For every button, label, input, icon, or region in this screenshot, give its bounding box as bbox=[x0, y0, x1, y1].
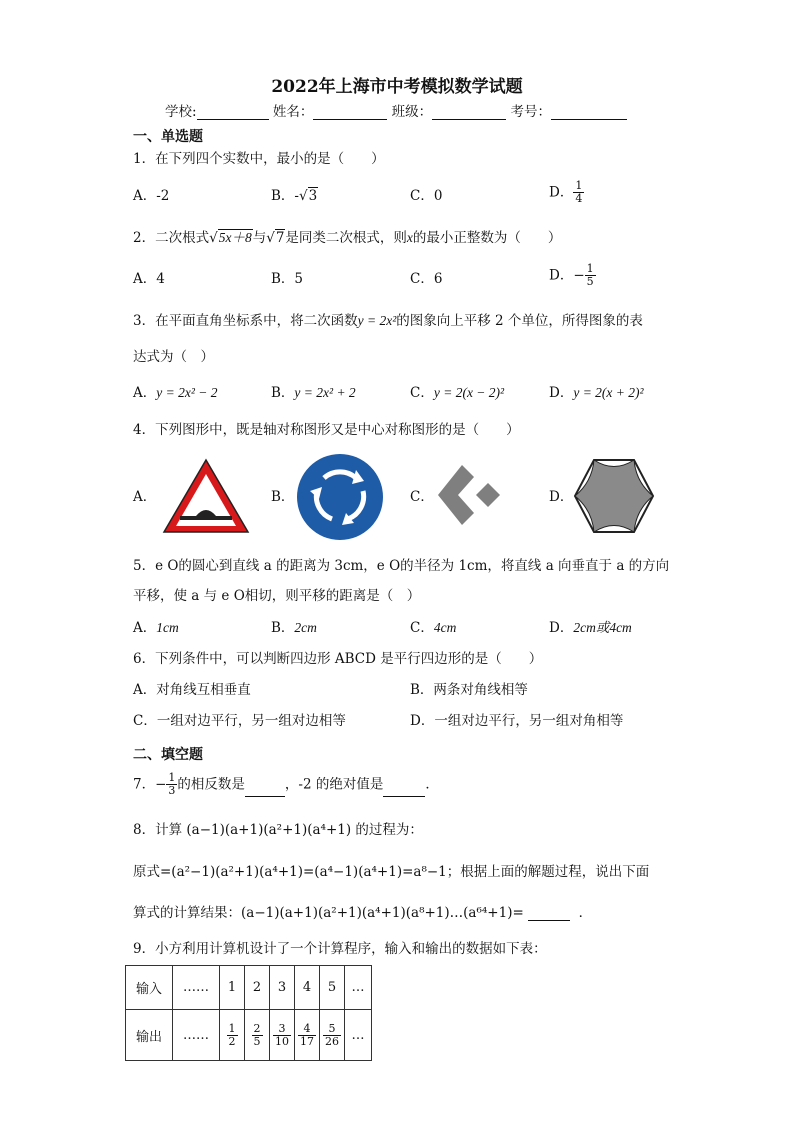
speed-bump-sign-figure bbox=[160, 456, 252, 536]
table-cell: …… bbox=[173, 966, 220, 1010]
section-heading: 一、单选题 bbox=[133, 129, 203, 145]
option-a-label: A． bbox=[133, 489, 157, 505]
question-stem: 1．在下列四个实数中，最小的是（ ） bbox=[133, 151, 385, 167]
answer-blank[interactable] bbox=[528, 907, 570, 921]
table-cell: … bbox=[345, 966, 372, 1010]
option-c: C．y = 2(x − 2)² bbox=[410, 385, 505, 401]
option-a: A．对角线互相垂直 bbox=[133, 682, 251, 698]
option-d: D． $\frac{1}{4}$ bbox=[549, 179, 583, 205]
option-b-label: B． bbox=[271, 489, 295, 505]
table-cell: $\frac{4}{17}$ bbox=[295, 1010, 320, 1061]
question-stem-cont: 达式为（ ） bbox=[133, 349, 214, 365]
option-b: B．两条对角线相等 bbox=[410, 682, 528, 698]
option-c: C．6 bbox=[410, 271, 443, 287]
answer-blank[interactable] bbox=[383, 783, 425, 797]
option-c-label: C． bbox=[410, 489, 434, 505]
question-stem: 3．在平面直角坐标系中，将二次函数y = 2x²的图象向上平移 2 个单位，所得图象的表 bbox=[133, 313, 643, 329]
name-blank bbox=[313, 106, 387, 120]
option-d-label: D． bbox=[549, 489, 574, 505]
table-cell: … bbox=[345, 1010, 372, 1061]
option-a: A．y = 2x² − 2 bbox=[133, 385, 218, 401]
table-cell: 5 bbox=[320, 966, 345, 1010]
table-cell: 4 bbox=[295, 966, 320, 1010]
school-blank bbox=[197, 106, 269, 120]
table-cell: 3 bbox=[270, 966, 295, 1010]
table-cell: $\frac{2}{5}$ bbox=[245, 1010, 270, 1061]
question-stem: 9．小方利用计算机设计了一个计算程序，输入和输出的数据如下表： bbox=[133, 941, 547, 957]
question-stem: 2．二次根式√5x＋8与√7是同类二次根式，则x的最小正整数为（ ） bbox=[133, 230, 562, 246]
option-a: A．1cm bbox=[133, 620, 179, 636]
option-b: B．5 bbox=[271, 271, 304, 287]
roundabout-sign-figure bbox=[296, 453, 384, 541]
option-c: C．0 bbox=[410, 188, 443, 204]
school-label: 学校: bbox=[165, 104, 197, 120]
hexagon-figure bbox=[572, 457, 656, 535]
question-stem: 7．− $\frac{1}{3}$ 的相反数是 ，-2 的绝对值是 ． bbox=[133, 771, 439, 797]
option-d: D．y = 2(x + 2)² bbox=[549, 385, 644, 401]
table-cell: $\frac{3}{10}$ bbox=[270, 1010, 295, 1061]
io-table bbox=[125, 965, 372, 1061]
option-d: D．− $\frac{1}{5}$ bbox=[549, 262, 594, 288]
table-header-cell: 输出 bbox=[126, 1010, 173, 1061]
answer-blank[interactable] bbox=[245, 783, 285, 797]
option-c: C．一组对边平行，另一组对边相等 bbox=[133, 713, 346, 729]
option-a: A．4 bbox=[133, 271, 165, 287]
option-b: B．-√3 bbox=[271, 188, 318, 204]
question-stem: 8．计算 (a−1)(a+1)(a²+1)(a⁴+1) 的过程为： bbox=[133, 822, 423, 838]
l-shape-and-diamond-figure bbox=[436, 463, 508, 535]
option-d: D．2cm或4cm bbox=[549, 620, 632, 636]
option-d: D．一组对边平行，另一组对角相等 bbox=[410, 713, 624, 729]
class-label: 班级： bbox=[391, 104, 433, 120]
question-stem: 5．e O的圆心到直线 a 的距离为 3cm，e O的半径为 1cm，将直线 a 向垂直于 a 的方向 bbox=[133, 558, 670, 574]
option-a: A．-2 bbox=[133, 188, 170, 204]
exam-info-line bbox=[165, 104, 627, 120]
question-stem: 6．下列条件中，可以判断四边形 ABCD 是平行四边形的是（ ） bbox=[133, 651, 543, 667]
id-label: 考号： bbox=[510, 104, 551, 120]
option-b: B．2cm bbox=[271, 620, 317, 636]
table-cell: 2 bbox=[245, 966, 270, 1010]
section-heading: 二、填空题 bbox=[133, 747, 203, 763]
name-label: 姓名： bbox=[272, 104, 314, 120]
table-cell: $\frac{1}{2}$ bbox=[220, 1010, 245, 1061]
option-b: B．y = 2x² + 2 bbox=[271, 385, 356, 401]
id-blank bbox=[551, 106, 627, 120]
class-blank bbox=[432, 106, 506, 120]
question-stem: 4．下列图形中，既是轴对称图形又是中心对称图形的是（ ） bbox=[133, 422, 520, 438]
question-stem-cont: 算式的计算结果：(a−1)(a+1)(a²+1)(a⁴+1)(a⁸+1)…(a⁶⁴+1)= ． bbox=[133, 905, 593, 921]
question-stem-cont: 平移，使 a 与 e O相切，则平移的距离是（ ） bbox=[133, 588, 421, 604]
table-cell: $\frac{5}{26}$ bbox=[320, 1010, 345, 1061]
table-cell: …… bbox=[173, 1010, 220, 1061]
table-cell: 1 bbox=[220, 966, 245, 1010]
table-header-cell: 输入 bbox=[126, 966, 173, 1010]
option-c: C．4cm bbox=[410, 620, 457, 636]
page-title: 2022年上海市中考模拟数学试题 bbox=[271, 77, 523, 97]
question-stem-cont: 原式=(a²−1)(a²+1)(a⁴+1)=(a⁴−1)(a⁴+1)=a⁸−1；根据上面的解题过程，说出下面 bbox=[133, 864, 650, 880]
